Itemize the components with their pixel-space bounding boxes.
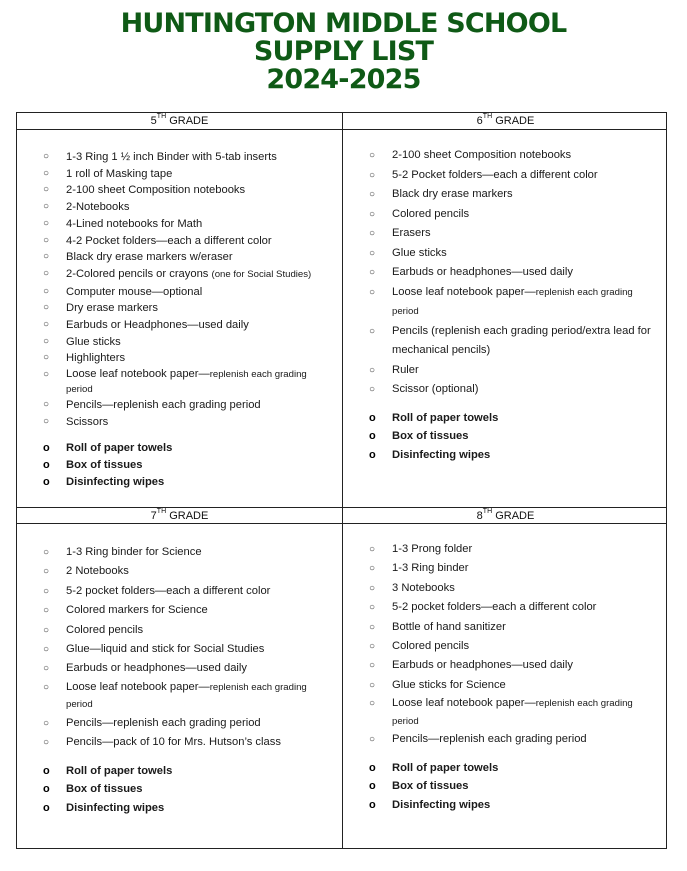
list-item: o Disinfecting wipes bbox=[343, 446, 668, 465]
list-item: ○ Black dry erase markers w/eraser bbox=[17, 249, 342, 266]
grade-5-supply-list bbox=[17, 149, 342, 431]
list-item: ○ Ruler bbox=[343, 361, 668, 381]
bold-bullet-icon: o bbox=[369, 780, 376, 793]
circle-bullet-icon: ○ bbox=[43, 585, 50, 597]
grade-8-heading: 8TH GRADE bbox=[476, 508, 535, 522]
circle-bullet-icon: ○ bbox=[369, 563, 376, 575]
list-item: o Roll of paper towels bbox=[17, 440, 342, 457]
list-item: o Roll of paper towels bbox=[343, 409, 668, 428]
list-item: ○ Earbuds or headphones—used daily bbox=[343, 656, 668, 675]
list-item: ○ Pencils (replenish each grading period/extra lead for mechanical pencils) bbox=[343, 322, 668, 361]
document-title: SUPPLY LIST bbox=[253, 36, 434, 67]
list-item: ○ 2-100 sheet Composition notebooks bbox=[343, 146, 668, 166]
list-item: o Roll of paper towels bbox=[17, 762, 342, 781]
list-item: ○ Dry erase markers bbox=[17, 300, 342, 317]
grade-6-heading: 6TH GRADE bbox=[476, 113, 535, 127]
bold-bullet-icon: o bbox=[369, 430, 376, 442]
grade-8-shared-supplies bbox=[343, 759, 668, 815]
list-item: ○ Glue sticks bbox=[17, 334, 342, 351]
circle-bullet-icon: ○ bbox=[369, 228, 376, 239]
circle-bullet-icon: ○ bbox=[369, 267, 376, 278]
list-item: ○ Glue sticks for Science bbox=[343, 676, 668, 695]
bold-bullet-icon: o bbox=[43, 783, 50, 796]
list-item: ○ 2-Notebooks bbox=[17, 199, 342, 216]
circle-bullet-icon: ○ bbox=[369, 247, 376, 259]
circle-bullet-icon: ○ bbox=[369, 641, 376, 653]
list-item: o Box of tissues bbox=[343, 427, 668, 446]
list-item: ○ Earbuds or headphones—used daily bbox=[17, 659, 342, 678]
circle-bullet-icon: ○ bbox=[43, 167, 50, 179]
grade-6-cell bbox=[343, 113, 668, 464]
page-header bbox=[0, 10, 687, 94]
circle-bullet-icon: ○ bbox=[43, 302, 50, 314]
circle-bullet-icon: ○ bbox=[43, 605, 50, 617]
grade-7-heading: 7TH GRADE bbox=[150, 508, 209, 522]
grade-5-cell bbox=[17, 113, 342, 491]
list-item: ○ 5-2 pocket folders—each a different color bbox=[343, 598, 668, 617]
list-item: ○ Loose leaf notebook paper—replenish each grading period bbox=[369, 697, 633, 727]
circle-bullet-icon: ○ bbox=[43, 644, 50, 656]
list-item: ○ Pencils—pack of 10 for Mrs. Hutson’s class bbox=[17, 733, 342, 752]
circle-bullet-icon: ○ bbox=[43, 415, 50, 427]
circle-bullet-icon: ○ bbox=[369, 582, 376, 594]
list-item: ○ Loose leaf notebook paper—replenish each grading period bbox=[343, 283, 668, 322]
circle-bullet-icon: ○ bbox=[43, 151, 50, 162]
circle-bullet-icon: ○ bbox=[369, 544, 376, 555]
bold-bullet-icon: o bbox=[369, 798, 376, 811]
list-item: ○ Highlighters bbox=[17, 350, 342, 367]
circle-bullet-icon: ○ bbox=[369, 286, 376, 298]
circle-bullet-icon: ○ bbox=[43, 201, 50, 213]
list-item: ○ 1-3 Ring 1 ½ inch Binder with 5-tab inserts bbox=[17, 149, 342, 166]
list-item: ○ Glue—liquid and stick for Social Studies bbox=[17, 640, 342, 659]
circle-bullet-icon: ○ bbox=[369, 621, 376, 633]
list-item: ○ Earbuds or Headphones—used daily bbox=[17, 317, 342, 334]
circle-bullet-icon: ○ bbox=[369, 734, 376, 746]
circle-bullet-icon: ○ bbox=[369, 325, 376, 337]
school-year: 2024-2025 bbox=[266, 64, 421, 95]
list-item: o Box of tissues bbox=[343, 777, 668, 796]
list-item: o Disinfecting wipes bbox=[17, 474, 342, 491]
list-item: ○ 3 Notebooks bbox=[343, 579, 668, 598]
grade-7-supply-list bbox=[17, 543, 342, 753]
bold-bullet-icon: o bbox=[43, 458, 50, 471]
list-item: ○ 1-3 Ring binder for Science bbox=[17, 543, 342, 562]
list-item: ○ Erasers bbox=[343, 224, 668, 244]
circle-bullet-icon: ○ bbox=[369, 679, 376, 691]
circle-bullet-icon: ○ bbox=[43, 285, 50, 297]
circle-bullet-icon: ○ bbox=[369, 698, 376, 710]
supply-table bbox=[16, 112, 667, 849]
list-item: ○ Pencils—replenish each grading period bbox=[343, 730, 668, 749]
list-item: ○ 5-2 Pocket folders—each a different color bbox=[343, 166, 668, 186]
list-item: ○ Loose leaf notebook paper—replenish each grading period bbox=[43, 368, 307, 396]
grade-6-supply-list bbox=[343, 146, 668, 400]
list-item: o Roll of paper towels bbox=[343, 759, 668, 778]
bold-bullet-icon: o bbox=[43, 475, 50, 488]
grade-6-shared-supplies bbox=[343, 409, 668, 465]
list-item: ○ Earbuds or headphones—used daily bbox=[343, 263, 668, 283]
circle-bullet-icon: ○ bbox=[43, 369, 50, 381]
list-item: ○ Pencils—replenish each grading period bbox=[17, 714, 342, 733]
circle-bullet-icon: ○ bbox=[369, 384, 376, 395]
circle-bullet-icon: ○ bbox=[43, 267, 50, 279]
list-item: ○ 4-Lined notebooks for Math bbox=[17, 216, 342, 233]
circle-bullet-icon: ○ bbox=[369, 150, 376, 161]
grade-7-cell bbox=[17, 508, 342, 817]
circle-bullet-icon: ○ bbox=[369, 364, 376, 376]
circle-bullet-icon: ○ bbox=[43, 547, 50, 558]
bold-bullet-icon: o bbox=[369, 411, 376, 424]
list-item: ○ Colored markers for Science bbox=[17, 601, 342, 620]
circle-bullet-icon: ○ bbox=[43, 399, 50, 411]
list-item: ○ 2-100 sheet Composition notebooks bbox=[17, 182, 342, 199]
circle-bullet-icon: ○ bbox=[369, 169, 376, 181]
bold-bullet-icon: o bbox=[369, 448, 376, 461]
grade-7-shared-supplies bbox=[17, 762, 342, 818]
bold-bullet-icon: o bbox=[43, 441, 50, 454]
list-item: ○ Colored pencils bbox=[343, 637, 668, 656]
list-item: ○ Glue sticks bbox=[343, 244, 668, 264]
list-item: ○ Black dry erase markers bbox=[343, 185, 668, 205]
circle-bullet-icon: ○ bbox=[369, 660, 376, 672]
list-item: ○ 1-3 Prong folder bbox=[343, 540, 668, 559]
circle-bullet-icon: ○ bbox=[43, 352, 50, 364]
list-item: ○ 5-2 pocket folders—each a different color bbox=[17, 582, 342, 601]
circle-bullet-icon: ○ bbox=[43, 717, 50, 729]
list-item: ○ Colored pencils bbox=[17, 621, 342, 640]
list-item: ○ 2 Notebooks bbox=[17, 562, 342, 581]
list-item: ○ 1 roll of Masking tape bbox=[17, 166, 342, 183]
grade-8-cell bbox=[343, 508, 668, 814]
list-item: ○ Loose leaf notebook paper—replenish each grading period bbox=[43, 680, 307, 711]
circle-bullet-icon: ○ bbox=[43, 217, 50, 229]
circle-bullet-icon: ○ bbox=[43, 335, 50, 347]
list-item: ○ Scissor (optional) bbox=[343, 380, 668, 400]
bold-bullet-icon: o bbox=[43, 801, 50, 814]
list-item: ○ Colored pencils bbox=[343, 205, 668, 225]
list-item: ○ 2-Colored pencils or crayons (one for Social Studies) bbox=[17, 266, 342, 284]
list-item: o Disinfecting wipes bbox=[343, 796, 668, 815]
grade-8-supply-list bbox=[343, 540, 668, 750]
grade-5-heading: 5TH GRADE bbox=[150, 113, 209, 127]
list-item: ○ Bottle of hand sanitizer bbox=[343, 618, 668, 637]
circle-bullet-icon: ○ bbox=[43, 184, 50, 196]
circle-bullet-icon: ○ bbox=[369, 189, 376, 200]
circle-bullet-icon: ○ bbox=[43, 566, 50, 578]
list-item: ○ Computer mouse—optional bbox=[17, 284, 342, 301]
school-name: HUNTINGTON MIDDLE SCHOOL bbox=[120, 8, 567, 39]
list-item: ○ Pencils—replenish each grading period bbox=[17, 397, 342, 414]
circle-bullet-icon: ○ bbox=[43, 624, 50, 636]
circle-bullet-icon: ○ bbox=[43, 737, 50, 749]
circle-bullet-icon: ○ bbox=[43, 319, 50, 331]
bold-bullet-icon: o bbox=[43, 764, 50, 777]
list-item: ○ 4-2 Pocket folders—each a different color bbox=[17, 233, 342, 250]
bold-bullet-icon: o bbox=[369, 761, 376, 774]
circle-bullet-icon: ○ bbox=[43, 251, 50, 263]
circle-bullet-icon: ○ bbox=[43, 234, 50, 246]
list-item: o Box of tissues bbox=[17, 457, 342, 474]
list-item: o Disinfecting wipes bbox=[17, 799, 342, 818]
list-item: ○ Scissors bbox=[17, 414, 342, 431]
list-item: o Box of tissues bbox=[17, 780, 342, 799]
circle-bullet-icon: ○ bbox=[43, 663, 50, 675]
grade-5-shared-supplies bbox=[17, 440, 342, 491]
circle-bullet-icon: ○ bbox=[43, 681, 50, 693]
circle-bullet-icon: ○ bbox=[369, 208, 376, 220]
list-item: ○ 1-3 Ring binder bbox=[343, 559, 668, 578]
circle-bullet-icon: ○ bbox=[369, 602, 376, 614]
